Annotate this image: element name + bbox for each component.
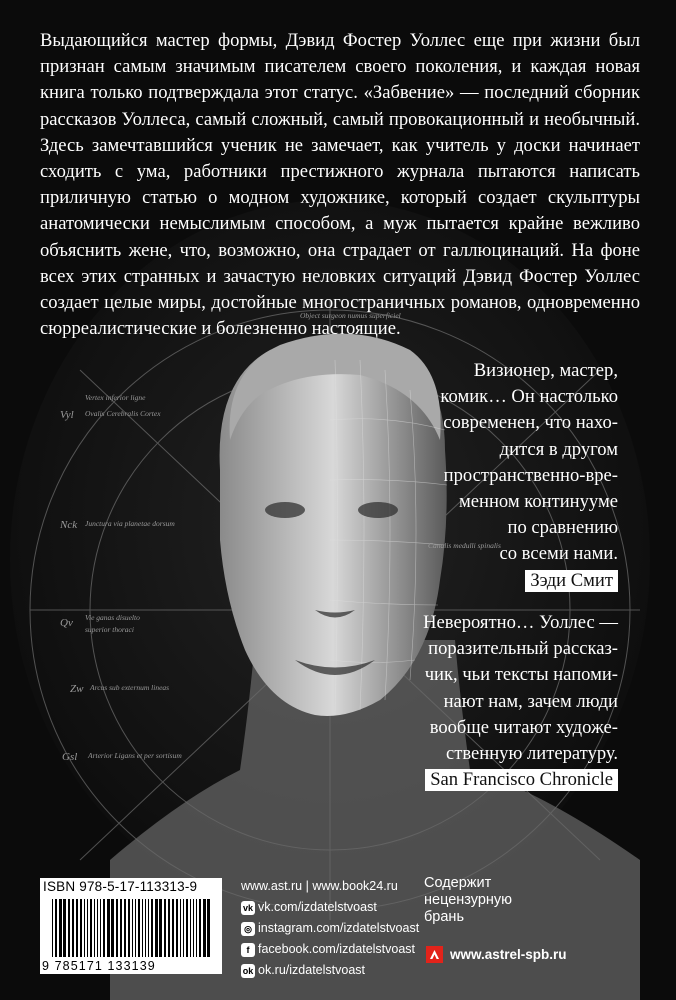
barcode-bar	[68, 899, 70, 957]
vk-link[interactable]	[241, 897, 419, 918]
quote-line: поразительный рассказ-	[428, 638, 618, 660]
barcode-bar	[138, 899, 140, 957]
barcode-bar	[207, 899, 210, 957]
barcode-bar	[148, 899, 149, 957]
quote-line: по сравнению	[507, 517, 618, 539]
quote-line: нают нам, зачем люди	[443, 690, 618, 712]
barcode-bar	[159, 899, 162, 957]
barcode-bar	[100, 899, 101, 957]
marginalia-text: Arcus sub externum lineas	[90, 683, 170, 692]
link-text: facebook.com/izdatelstvoast	[258, 942, 416, 956]
marginalia-text: Junctura via planetae dorsum	[85, 519, 175, 528]
marginalia-text: Canalis medulli spinalis	[428, 541, 501, 550]
quote-line: со всеми нами.	[499, 543, 618, 565]
barcode-bar	[87, 899, 88, 957]
marginalia-text: Object surgeon numus superficiel	[300, 311, 401, 320]
barcode-bar	[180, 899, 181, 957]
barcode-bar	[116, 899, 118, 957]
marginalia-text: Vertex inferior ligne	[85, 393, 146, 402]
quote-line: ственную литературу.	[445, 743, 618, 765]
ok-link[interactable]	[241, 960, 419, 981]
barcode-bar	[155, 899, 158, 957]
isbn-barcode-block	[40, 878, 222, 974]
marginalia-text: Zw	[70, 683, 84, 695]
barcode-bar	[97, 899, 98, 957]
marginalia-text: Nck	[60, 519, 78, 531]
barcode-bar	[128, 899, 130, 957]
barcode-bar	[203, 899, 206, 957]
barcode-bar	[199, 899, 201, 957]
marginalia-text: Qv	[60, 617, 73, 629]
quote-line: современен, что нахо-	[443, 412, 618, 434]
link-text: vk.com/izdatelstvoast	[258, 900, 377, 914]
warning-line: Содержит	[424, 875, 492, 891]
review-quote-2	[388, 610, 618, 793]
barcode-bar	[124, 899, 126, 957]
barcode-bar	[172, 899, 174, 957]
vk-icon: vk	[242, 902, 253, 913]
quote-line: Визионер, мастер,	[473, 360, 618, 381]
quote-line: дится в другом	[499, 438, 618, 460]
barcode-bar	[151, 899, 153, 957]
quote-line: Невероятно… Уоллес —	[423, 612, 618, 633]
publisher-url: www.astrel-spb.ru	[450, 947, 567, 962]
quote-line: вообще читают художе-	[429, 716, 618, 738]
marginalia-text: Ovalis Cerebralis Cortex	[85, 409, 161, 418]
barcode-bar	[190, 899, 191, 957]
barcode-bar	[186, 899, 188, 957]
barcode	[40, 897, 222, 959]
link-text: ok.ru/izdatelstvoast	[258, 963, 365, 977]
quote-line: пространственно-вре-	[443, 464, 618, 486]
link-text: instagram.com/izdatelstvoast	[258, 921, 420, 935]
marginalia-text: Vyl	[60, 409, 74, 421]
publisher-site[interactable]	[426, 946, 567, 963]
warning-line: нецензурную	[424, 892, 513, 908]
barcode-bar	[196, 899, 197, 957]
quote-author: San Francisco Chronicle	[425, 769, 618, 791]
barcode-bar	[183, 899, 184, 957]
barcode-bar	[103, 899, 105, 957]
barcode-bar	[132, 899, 133, 957]
instagram-link[interactable]	[241, 918, 419, 939]
barcode-bar	[76, 899, 78, 957]
barcode-bar	[164, 899, 166, 957]
barcode-bar	[84, 899, 85, 957]
marginalia-text: Gsl	[62, 751, 78, 763]
barcode-bar	[176, 899, 178, 957]
barcode-bar	[52, 899, 53, 957]
warning-line: брань	[424, 909, 464, 925]
barcode-bar	[120, 899, 122, 957]
quote-line: комик… Он настолько	[440, 386, 618, 408]
facebook-link[interactable]	[241, 939, 419, 960]
quote-line: менном континууме	[458, 491, 618, 513]
barcode-bar	[168, 899, 170, 957]
marginalia-text: Vie ganas disuelto	[85, 613, 140, 622]
facebook-icon: f	[241, 943, 255, 957]
barcode-bar	[55, 899, 57, 957]
review-quote-1	[398, 358, 618, 594]
ok-icon: ok	[242, 965, 254, 976]
quote-line: чик, чьи тексты напоми-	[424, 664, 618, 686]
marginalia-text: superior thoraci	[85, 625, 134, 634]
isbn-label: ISBN 978-5-17-113313-9	[43, 879, 198, 894]
instagram-icon: ◎	[241, 922, 255, 936]
barcode-digits: 9 785171 133139	[42, 959, 156, 973]
barcode-bar	[90, 899, 92, 957]
barcode-bar	[59, 899, 62, 957]
site-links[interactable]: www.ast.ru | www.book24.ru	[241, 879, 398, 893]
marginalia-text: Arterior Ligans et per sortisum	[88, 751, 182, 760]
annotation-blurb: Выдающийся мастер формы, Дэвид Фостер Уоллес еще при жизни был признан самым значимым писателем своего поколения, и каждая новая книга только подтверждала этот статус. «Забвение» — последний сборник рассказов Уоллеса, самый сложный, самый провокационный и необычный. Здесь замечтавшийся ученик не замечает, как учитель у доски начинает сходить с ума, работники престижного журнала пытаются написать приличную статью о модном художнике, который создает скульптуры анатомически немыслимым способом, а муж пытается крайне вежливо объяснить жене, что, возможно, она страдает от галлюцинаций. На фоне всех этих странных и зачастую неловких ситуаций Дэвид Фостер Уоллес создает целые миры, достойные многостраничных романов, одновременно сюрреалистические и болезненно настоящие.	[40, 30, 640, 340]
content-warning	[424, 875, 512, 926]
publisher-links	[241, 876, 419, 981]
barcode-bar	[193, 899, 194, 957]
barcode-bar	[145, 899, 146, 957]
barcode-bar	[111, 899, 114, 957]
publisher-logo-icon	[426, 946, 443, 963]
barcode-bar	[94, 899, 95, 957]
barcode-bar	[107, 899, 110, 957]
quote-author: Зэди Смит	[525, 570, 618, 592]
barcode-bar	[142, 899, 143, 957]
barcode-bar	[135, 899, 136, 957]
barcode-bar	[63, 899, 66, 957]
barcode-bar	[80, 899, 82, 957]
barcode-bar	[72, 899, 74, 957]
